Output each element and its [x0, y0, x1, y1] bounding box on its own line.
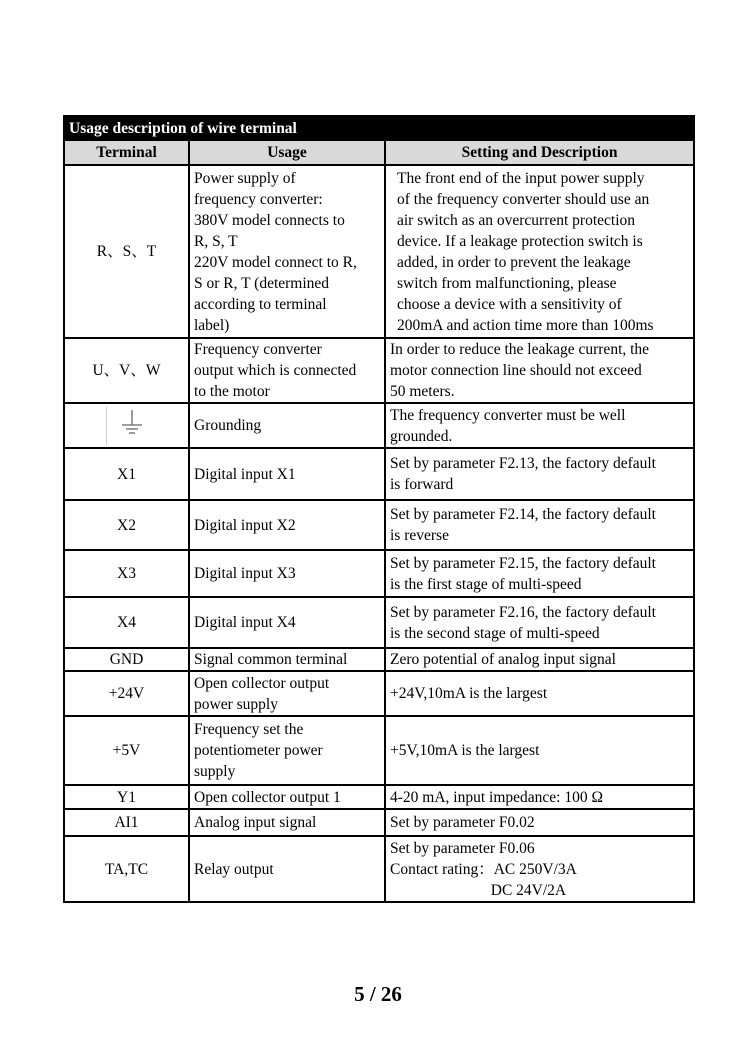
- usage-line: power supply: [194, 695, 278, 713]
- table-row: [64, 809, 694, 836]
- usage-line: label): [194, 316, 230, 334]
- table-row: [64, 671, 694, 716]
- terminal-cell: Y1: [64, 785, 189, 809]
- usage-line: Analog input signal: [194, 814, 317, 831]
- usage-line: frequency converter:: [194, 190, 323, 208]
- description-line: added, in order to prevent the leakage: [397, 253, 631, 271]
- description-line: Contact rating：AC 250V/3A: [390, 860, 577, 878]
- description-cell: [385, 500, 694, 550]
- description-line: Set by parameter F0.02: [390, 814, 535, 831]
- usage-line: S or R, T (determined: [194, 274, 330, 292]
- terminal-cell: TA,TC: [64, 836, 189, 902]
- description-line: Set by parameter F2.16, the factory default: [390, 603, 656, 621]
- terminal-cell: X3: [64, 550, 189, 597]
- description-line: is the second stage of multi-speed: [390, 624, 600, 642]
- terminal-cell: +24V: [64, 671, 189, 716]
- description-cell: [385, 165, 694, 338]
- description-line: is reverse: [390, 527, 449, 544]
- table-row: [64, 500, 694, 550]
- usage-line: according to terminal: [194, 295, 327, 313]
- usage-line: to the motor: [194, 383, 270, 400]
- description-line: of the frequency converter should use an: [397, 190, 650, 208]
- usage-cell: [189, 716, 385, 785]
- description-line: air switch as an overcurrent protection: [397, 211, 636, 229]
- usage-cell: [189, 597, 385, 648]
- description-line: Set by parameter F2.13, the factory default: [390, 455, 656, 472]
- usage-line: 380V model connects to: [194, 211, 345, 229]
- description-line: The frequency converter must be well: [390, 406, 626, 424]
- table-title: Usage description of wire terminal: [64, 116, 694, 140]
- terminal-cell: X1: [64, 448, 189, 500]
- description-cell: [385, 338, 694, 403]
- description-line: Set by parameter F2.14, the factory default: [390, 506, 656, 523]
- usage-cell: [189, 671, 385, 716]
- ground-icon: [106, 407, 147, 445]
- usage-line: Open collector output 1: [194, 788, 341, 806]
- terminal-cell: AI1: [64, 809, 189, 836]
- terminal-cell: X2: [64, 500, 189, 550]
- usage-line: Frequency set the: [194, 721, 304, 738]
- terminal-cell: R、S、T: [64, 165, 189, 338]
- description-line: is the first stage of multi-speed: [390, 575, 582, 593]
- description-cell: [385, 785, 694, 809]
- description-line: 200mA and action time more than 100ms: [397, 316, 654, 334]
- description-line: In order to reduce the leakage current, the: [390, 341, 650, 358]
- description-line: Set by parameter F2.15, the factory default: [390, 554, 656, 572]
- terminal-cell: U、V、W: [64, 338, 189, 403]
- usage-line: Relay output: [194, 860, 274, 878]
- description-cell: [385, 671, 694, 716]
- usage-line: supply: [194, 763, 236, 780]
- table-row: [64, 597, 694, 648]
- terminal-cell: +5V: [64, 716, 189, 785]
- usage-cell: [189, 785, 385, 809]
- table-row: [64, 785, 694, 809]
- description-line: DC 24V/2A: [390, 881, 567, 899]
- usage-line: potentiometer power: [194, 742, 323, 759]
- description-line: grounded.: [390, 427, 453, 445]
- description-cell: [385, 716, 694, 785]
- description-line: 4-20 mA, input impedance: 100 Ω: [390, 788, 603, 806]
- table-row: [64, 648, 694, 671]
- usage-cell: [189, 550, 385, 597]
- description-line: 50 meters.: [390, 383, 455, 400]
- table-row: [64, 448, 694, 500]
- table-row: [64, 338, 694, 403]
- description-cell: [385, 836, 694, 902]
- usage-line: Power supply of: [194, 169, 296, 187]
- description-line: +5V,10mA is the largest: [390, 742, 540, 759]
- description-cell: [385, 809, 694, 836]
- description-line: motor connection line should not exceed: [390, 362, 642, 379]
- description-line: Zero potential of analog input signal: [390, 651, 616, 668]
- description-line: Set by parameter F0.06: [390, 839, 535, 857]
- usage-line: Signal common terminal: [194, 651, 348, 668]
- usage-cell: [189, 809, 385, 836]
- wire-terminal-table: [63, 115, 695, 903]
- table-header-row: [64, 140, 694, 165]
- table-title-row: [64, 116, 694, 140]
- usage-cell: [189, 648, 385, 671]
- description-line: The front end of the input power supply: [397, 169, 645, 187]
- table-row: [64, 716, 694, 785]
- header-terminal: Terminal: [64, 140, 189, 165]
- terminal-cell: [64, 403, 189, 448]
- description-cell: [385, 597, 694, 648]
- table-row: [64, 165, 694, 338]
- usage-line: Open collector output: [194, 674, 330, 692]
- description-cell: [385, 648, 694, 671]
- usage-line: Digital input X2: [194, 516, 296, 534]
- terminal-cell: X4: [64, 597, 189, 648]
- usage-line: R, S, T: [194, 232, 238, 250]
- usage-line: Digital input X1: [194, 465, 296, 483]
- description-line: is forward: [390, 476, 454, 493]
- usage-line: output which is connected: [194, 362, 357, 379]
- page-number: 5 / 26: [354, 982, 402, 1006]
- description-cell: [385, 550, 694, 597]
- usage-line: Grounding: [194, 417, 262, 434]
- usage-cell: [189, 448, 385, 500]
- description-line: device. If a leakage protection switch is: [397, 232, 643, 250]
- table-row: [64, 836, 694, 902]
- usage-line: Digital input X3: [194, 565, 296, 582]
- usage-cell: [189, 500, 385, 550]
- description-line: choose a device with a sensitivity of: [397, 295, 622, 313]
- usage-cell: [189, 836, 385, 902]
- description-cell: [385, 403, 694, 448]
- description-line: +24V,10mA is the largest: [390, 685, 548, 702]
- usage-cell: [189, 165, 385, 338]
- header-setting-description: Setting and Description: [385, 140, 694, 165]
- usage-cell: [189, 403, 385, 448]
- table-row: [64, 403, 694, 448]
- header-usage: Usage: [189, 140, 385, 165]
- terminal-cell: GND: [64, 648, 189, 671]
- table-row: [64, 550, 694, 597]
- usage-line: Digital input X4: [194, 614, 296, 631]
- usage-line: 220V model connect to R,: [194, 253, 357, 271]
- description-line: switch from malfunctioning, please: [397, 274, 617, 292]
- usage-line: Frequency converter: [194, 341, 322, 358]
- usage-cell: [189, 338, 385, 403]
- description-cell: [385, 448, 694, 500]
